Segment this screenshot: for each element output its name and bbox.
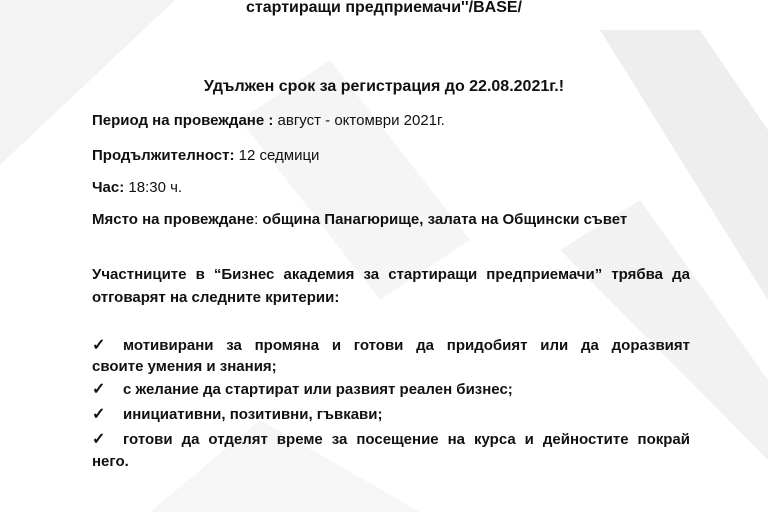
place-label: Място на провеждане (92, 211, 255, 228)
period-label: Период на провеждане : (92, 112, 274, 129)
duration-row (92, 147, 319, 165)
checkmark-icon: ✓ (92, 431, 106, 448)
criteria-item-4-line-2: него. (92, 453, 129, 470)
duration-value: 12 седмици (234, 147, 320, 164)
checkmark-icon: ✓ (92, 381, 106, 398)
criteria-item-3-line-1: инициативни, позитивни, гъвкави; (123, 406, 383, 423)
document-title-tail: стартиращи предприемачи''/BASE/ (246, 0, 522, 16)
place-value: община Панагюрище, залата на Общински съвет (258, 211, 628, 228)
place-row (92, 211, 627, 229)
criteria-intro-line-1: Участниците в “Бизнес академия за стартиращи предприемачи” трябва да (92, 266, 690, 283)
duration-label: Продължителност: (92, 147, 235, 164)
criteria-intro-line-2: отговарят на следните критерии: (92, 289, 340, 306)
criteria-item-1-line-1: мотивирани за промяна и готови да придобият или да доразвият (123, 337, 690, 354)
place-colon: : (254, 211, 259, 228)
registration-deadline: Удължен срок за регистрация до 22.08.2021г.! (203, 78, 565, 95)
criteria-item-1-line-2: своите умения и знания; (92, 358, 277, 375)
time-value: 18:30 ч. (124, 179, 183, 196)
checkmark-icon: ✓ (92, 406, 106, 423)
criteria-item-2-line-1: с желание да стартират или развият реален бизнес; (123, 381, 513, 398)
period-value: август - октомври 2021г. (273, 112, 445, 129)
time-row (92, 179, 182, 197)
checkmark-icon: ✓ (92, 337, 106, 354)
criteria-item-4-line-1: готови да отделят време за посещение на курса и дейностите покрай (123, 431, 690, 448)
period-row (92, 112, 445, 130)
time-label: Час: (92, 179, 125, 196)
